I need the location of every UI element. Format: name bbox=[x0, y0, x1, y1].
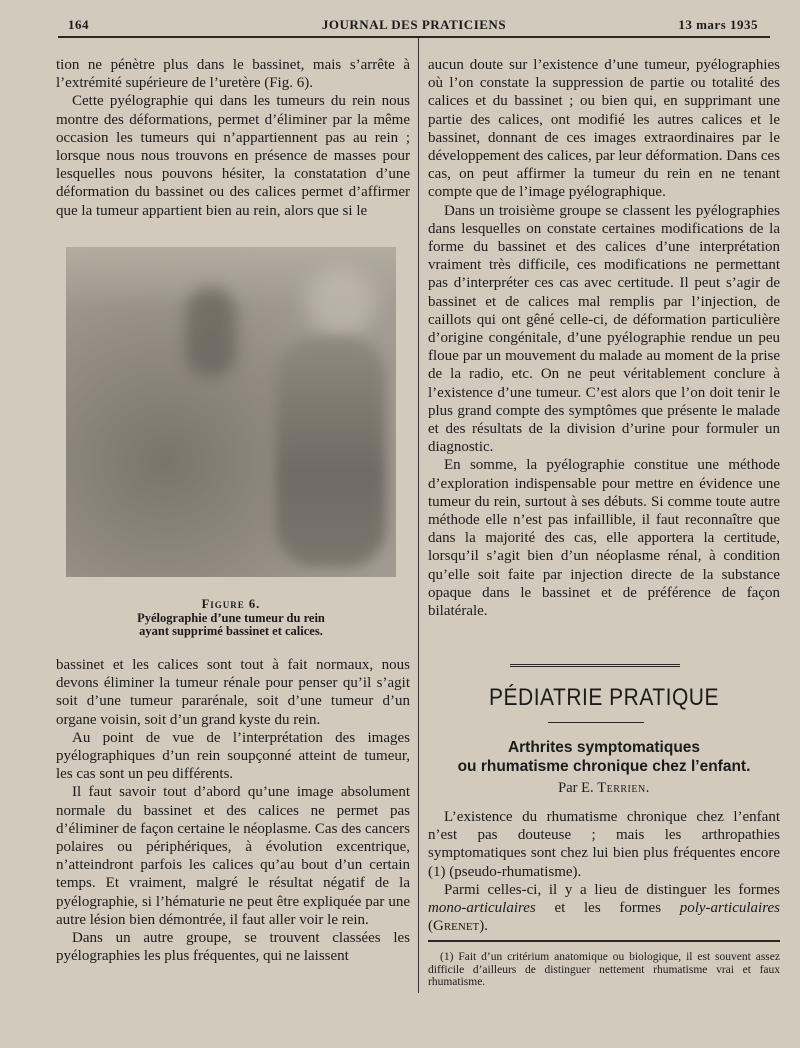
author-prefix: Par E. bbox=[558, 780, 594, 796]
cited-author: Grenet bbox=[433, 918, 480, 935]
page-number: 164 bbox=[68, 17, 89, 32]
issue-date: 13 mars 1935 bbox=[678, 17, 758, 32]
article-title-line: ou rhumatisme chronique chez l’enfant. bbox=[457, 758, 751, 775]
footnote-text: (1) Fait d’un critérium anatomique ou biologique, il est souvent assez difficile d’ailleurs de distinguer nettement rhumatisme vrai et faux rhumatisme. bbox=[428, 951, 780, 988]
paragraph: En somme, la pyélographie constitue une méthode d’exploration indispensable pour mettre en évidence une tumeur du rein, surtout à ses débuts. Si comme toute autre méthode elle n’est pas infaillible, il faut reconnaître que dans la majorité des cas, elle apportera la certitude, lorsqu’il s’agit bien d’un néoplasme rénal, à condition qu’elle soit faite par injection directe de la substance opaque dans le bassinet et de préférence de façon bilatérale. bbox=[428, 457, 780, 620]
paragraph: Dans un troisième groupe se classent les pyélographies dans lesquelles on constate certaines modifications de la forme du bassinet et des calices d’une interprétation vraiment très difficile, ces modifications ne permettant pas d’interpréter ces cas avec certitude. Il peut s’agir de bassinet et de calices mal remplis par l’injection, de caillots qui ont gêné celle-ci, de déformation particulière d’origine congénitale, d’une pyélographie rendue un peu floue par un mouvement du malade au moment de la prise de la radio, etc. On ne peut véritablement conclure à l’existence d’une tumeur. C’est alors que l’on doit tenir le plus grand compte des symptômes que présente le malade et des résultats de la division d’urine pour formuler un diagnostic. bbox=[428, 202, 780, 456]
section-rule bbox=[548, 722, 644, 723]
paragraph: bassinet et les calices sont tout à fait normaux, nous devons éliminer la tumeur rénale pour penser qu’il s’agit soit d’une tumeur pararénale, soit d’une tumeur d’un organe voisin, soit d’un grand kyste du rein. bbox=[56, 657, 410, 728]
pyelography-figure-image bbox=[66, 247, 396, 577]
running-header bbox=[58, 14, 770, 38]
paragraph: Dans un autre groupe, se trouvent classées les pyélographies les plus fréquentes, qui ne laissent bbox=[56, 930, 410, 965]
italic-term: poly-articulaires bbox=[679, 900, 780, 917]
figure-caption-line: ayant supprimé bassinet et calices. bbox=[139, 624, 323, 638]
paragraph: L’existence du rhumatisme chronique chez l’enfant n’est pas douteuse ; mais les arthropathies symptomatiques sont chez lui bien plus fréquentes encore (1) (pseudo-rhumatisme). bbox=[428, 809, 780, 880]
figure-label: Figure 6. bbox=[201, 597, 261, 611]
article-author bbox=[428, 780, 780, 797]
figure-caption bbox=[66, 598, 396, 639]
figure-caption-line: Pyélographie d’une tumeur du rein bbox=[137, 610, 325, 625]
italic-term: mono-articulaires bbox=[428, 900, 536, 917]
article-body bbox=[428, 808, 780, 935]
paragraph: Il faut savoir tout d’abord qu’une image absolument normale du bassinet et des calices ne permet pas d’éliminer de façon certaine le néoplasme. Cas des cancers polaires ou périphériques, à évolution excentrique, n’atteindront parfois les calices qu’au bout d’un certain temps. Et vraiment, malgré le résultat négatif de la pyélographie, si l’hématurie ne peut être expliquée par une autre lésion bien démontrée, il faut aller voir le rein. bbox=[56, 784, 410, 928]
column-divider bbox=[418, 38, 419, 993]
paragraph: Cette pyélographie qui dans les tumeurs du rein nous montre des déformations, permet d’éliminer par la même occasion les tumeurs qui n’appartiennent pas au rein ; lorsque nous nous trouvons en présence de masses pour lesquelles nous pouvons hésiter, la constatation d’une déformation du bassinet ou des calices permet d’affirmer que la tumeur appartient bien au rein, alors que si le bbox=[56, 93, 410, 219]
section-double-rule bbox=[510, 664, 680, 670]
paragraph: Parmi celles-ci, il y a lieu de distinguer les formes mono-articulaires et les formes poly-articulaires (Grenet). bbox=[428, 881, 780, 935]
journal-title: JOURNAL DES PRATICIENS bbox=[321, 17, 507, 32]
right-column-top bbox=[428, 56, 780, 620]
paragraph: Au point de vue de l’interprétation des images pyélographiques d’un rein soupçonné atteint de tumeur, les cas sont un peu différents. bbox=[56, 729, 410, 783]
paragraph: tion ne pénètre plus dans le bassinet, mais s’arrête à l’extrémité supérieure de l’uretère (Fig. 6). bbox=[56, 57, 410, 92]
footnote bbox=[428, 951, 780, 989]
footnote-rule bbox=[428, 940, 780, 942]
paragraph: aucun doute sur l’existence d’une tumeur, pyélographies où l’on constate la suppression de partie ou totalité des calices et du bassinet ; ou bien qui, en supprimant une partie des calices, ont modifié les autres calices et le bassinet, donnant de ces images extraordinaires par le développement des calices, par leur déformation. Dans ces cas, on peut affirmer la tumeur du rein en ne tenant compte que de l’image pyélographique. bbox=[428, 57, 780, 201]
author-name: Terrien. bbox=[597, 780, 650, 796]
article-title-line: Arthrites symptomatiques bbox=[507, 739, 701, 756]
left-column-top bbox=[56, 56, 410, 220]
left-column-bottom bbox=[56, 656, 410, 965]
header-rule bbox=[58, 36, 770, 38]
article-title bbox=[428, 738, 780, 776]
section-title: PÉDIATRIE PRATIQUE bbox=[489, 684, 719, 711]
